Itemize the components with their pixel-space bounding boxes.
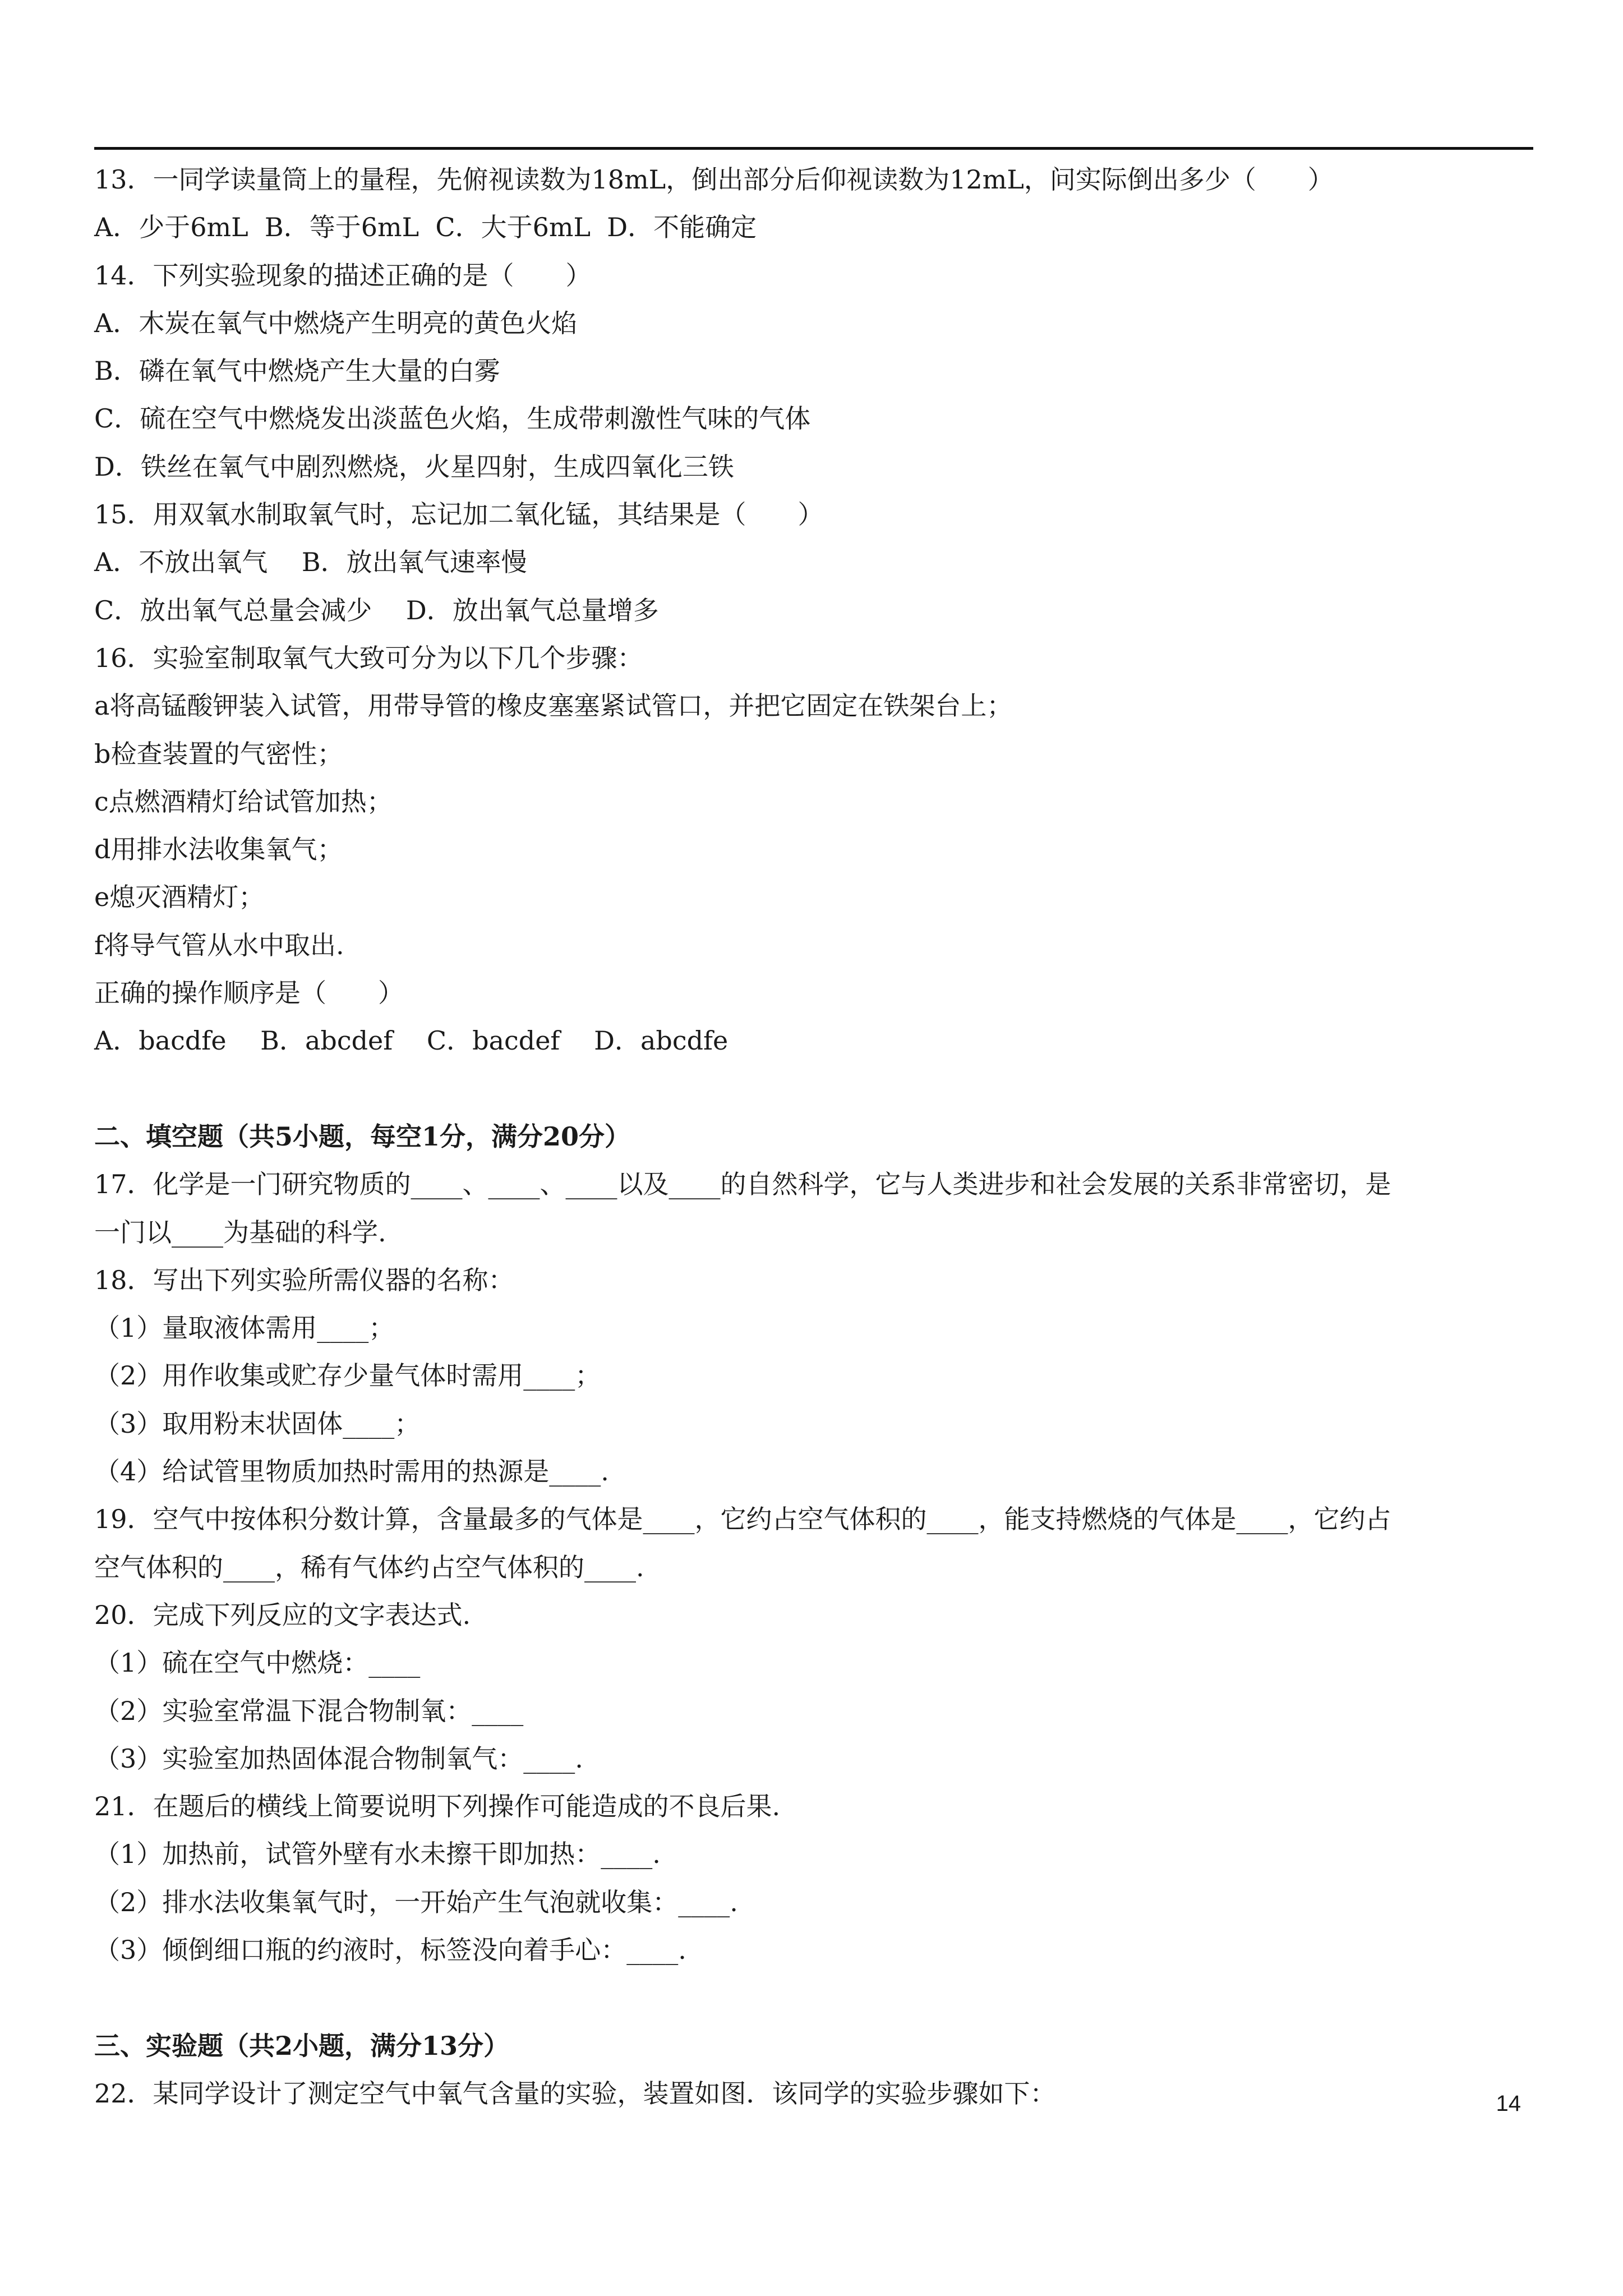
question-18: 18．写出下列实验所需仪器的名称：: [94, 1264, 514, 1295]
document-body: [94, 156, 1536, 2118]
question-18-part-1: （1）量取液体需用____；: [94, 1313, 395, 1343]
question-16: 16．实验室制取氧气大致可分为以下几个步骤：: [94, 642, 643, 673]
question-14-option-b: B．磷在氧气中燃烧产生大量的白雾: [94, 356, 500, 386]
question-16-step-b: b检查装置的气密性；: [94, 738, 343, 769]
page-number: 14: [1496, 2091, 1521, 2116]
question-22: 22．某同学设计了测定空气中氧气含量的实验，装置如图．该同学的实验步骤如下：: [94, 2078, 1056, 2109]
question-16-step-a: a将高锰酸钾装入试管，用带导管的橡皮塞塞紧试管口，并把它固定在铁架台上；: [94, 691, 1013, 721]
question-21-part-3: （3）倾倒细口瓶的约液时，标签没向着手心：____.: [94, 1934, 686, 1965]
question-14-option-a: A．木炭在氧气中燃烧产生明亮的黄色火焰: [94, 307, 578, 338]
question-20-part-3: （3）实验室加热固体混合物制氧气：____.: [94, 1743, 583, 1774]
spacer: [94, 1974, 1536, 2022]
question-18-part-4: （4）给试管里物质加热时需用的热源是____.: [94, 1456, 609, 1487]
header-rule: [94, 147, 1533, 150]
question-15: 15．用双氧水制取氧气时，忘记加二氧化锰，其结果是（ ）: [94, 499, 824, 530]
question-16-step-d: d用排水法收集氧气；: [94, 834, 343, 865]
question-16-options: A．bacdfe B．abcdef C．bacdef D．abcdfe: [94, 1025, 728, 1056]
question-17: 17．化学是一门研究物质的____、____、____以及____的自然科学，它与人类进步和社会发展的关系非常密切，是: [94, 1169, 1391, 1200]
question-16-step-e: e熄灭酒精灯；: [94, 882, 265, 913]
question-21: 21．在题后的横线上简要说明下列操作可能造成的不良后果.: [94, 1791, 781, 1822]
question-13-options: A．少于6mL B．等于6mL C．大于6mL D．不能确定: [94, 212, 757, 243]
question-21-part-1: （1）加热前，试管外壁有水未擦干即加热：____.: [94, 1839, 661, 1870]
section-experiment-heading: 三、实验题（共2小题，满分13分）: [94, 2030, 510, 2061]
question-19: 19．空气中按体积分数计算，含量最多的气体是____，它约占空气体积的____，能支持燃烧的气体是____，它约占: [94, 1504, 1391, 1535]
question-16-step-f: f将导气管从水中取出.: [94, 930, 344, 960]
question-18-part-3: （3）取用粉末状固体____；: [94, 1408, 421, 1439]
question-20-part-2: （2）实验室常温下混合物制氧：____: [94, 1695, 524, 1726]
spacer: [94, 1065, 1536, 1113]
question-14: 14．下列实验现象的描述正确的是（ ）: [94, 260, 592, 291]
question-17-cont: 一门以____为基础的科学.: [94, 1217, 386, 1248]
question-16-prompt: 正确的操作顺序是（ ）: [94, 978, 404, 1009]
question-18-part-2: （2）用作收集或贮存少量气体时需用____；: [94, 1360, 601, 1391]
question-14-option-c: C．硫在空气中燃烧发出淡蓝色火焰，生成带刺激性气味的气体: [94, 403, 811, 434]
question-21-part-2: （2）排水法收集氧气时，一开始产生气泡就收集：____.: [94, 1887, 738, 1917]
question-20: 20．完成下列反应的文字表达式.: [94, 1599, 471, 1630]
question-20-part-1: （1）硫在空气中燃烧：____: [94, 1648, 421, 1678]
question-13: 13．一同学读量筒上的量程，先俯视读数为18mL，倒出部分后仰视读数为12mL，问实际倒出多少（ ）: [94, 164, 1334, 195]
question-16-step-c: c点燃酒精灯给试管加热；: [94, 786, 393, 817]
question-15-options-cd: C．放出氧气总量会减少 D．放出氧气总量增多: [94, 595, 659, 625]
question-19-cont: 空气体积的____，稀有气体约占空气体积的____.: [94, 1552, 644, 1582]
section-fill-in-heading: 二、填空题（共5小题，每空1分，满分20分）: [94, 1121, 631, 1152]
question-14-option-d: D．铁丝在氧气中剧烈燃烧，火星四射，生成四氧化三铁: [94, 451, 734, 482]
question-15-options-ab: A．不放出氧气 B．放出氧气速率慢: [94, 547, 527, 578]
